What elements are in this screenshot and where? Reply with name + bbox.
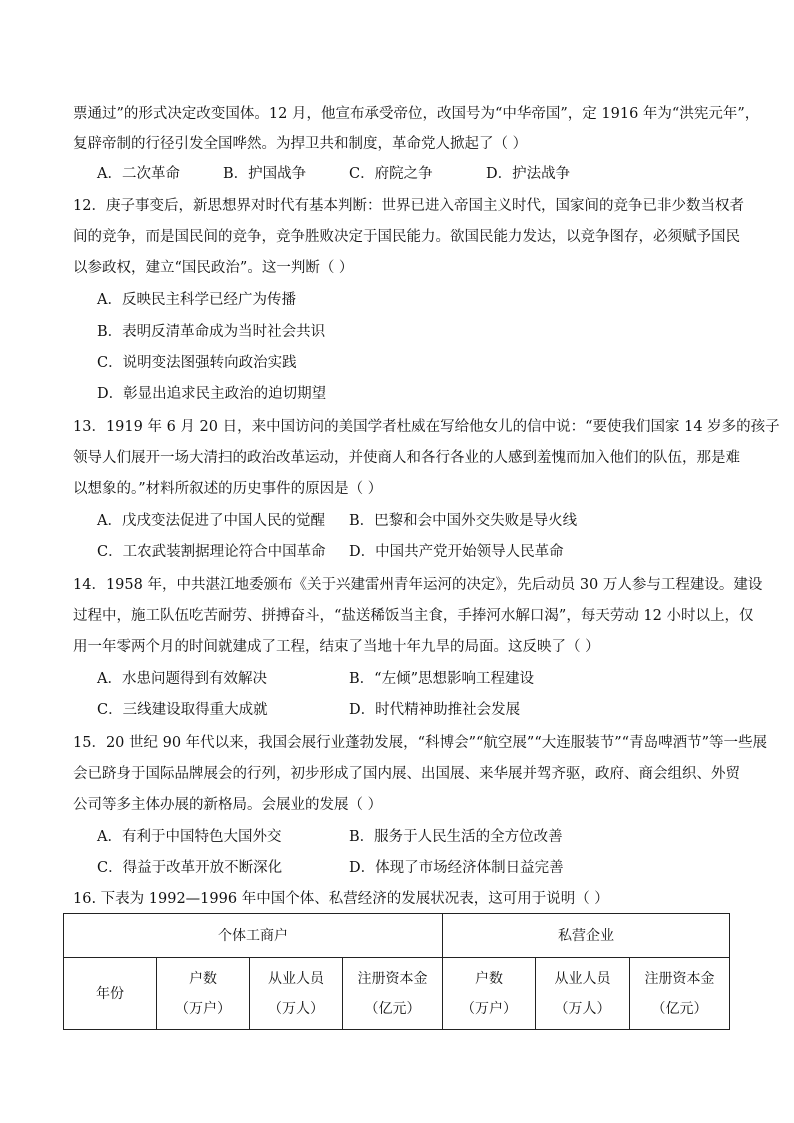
- q15-text-line-3: 公司等多主体办展的新格局。会展业的发展（ ）: [73, 797, 383, 813]
- col-unit: （万人）: [268, 1000, 324, 1017]
- col-name: 户数: [475, 970, 503, 987]
- col-unit: （万户）: [175, 1000, 231, 1017]
- economy-table: [63, 913, 730, 1030]
- q12-option-c: C．说明变法图强转向政治实践: [97, 355, 297, 371]
- q14-option-d: D．时代精神助推社会发展: [349, 702, 521, 718]
- q15-text-line-2: 会已跻身于国际品牌展会的行列，初步形成了国内展、出国展、来华展并驾齐驱，政府、商会组织、外贸: [73, 766, 740, 782]
- q15-option-d: D．体现了市场经济体制日益完善: [349, 860, 564, 876]
- table-col-header: [343, 958, 443, 1030]
- table-year-header: 年份: [64, 958, 157, 1030]
- col-unit: （万户）: [461, 1000, 517, 1017]
- q15-option-b: B．服务于人民生活的全方位改善: [349, 829, 563, 845]
- q13-option-a: A．戊戌变法促进了中国人民的觉醒: [97, 513, 325, 529]
- q13-option-b: B．巴黎和会中国外交失败是导火线: [349, 513, 578, 529]
- q13-text-line-2: 领导人们展开一场大清扫的政治改革运动，并使商人和各行各业的人感到羞愧而加入他们的队伍，那是难: [73, 450, 740, 466]
- col-name: 从业人员: [268, 970, 324, 987]
- q12-text-line-2: 间的竞争，而是国民间的竞争，竞争胜败决定于国民能力。欲国民能力发达，以竞争图存，必须赋予国民: [73, 229, 740, 245]
- q14-option-c: C．三线建设取得重大成就: [97, 702, 268, 718]
- col-name: 注册资本金: [357, 970, 428, 987]
- table-col-header: [443, 958, 536, 1030]
- q16-text-line-1: 16. 下表为 1992—1996 年中国个体、私营经济的发展状况表，这可用于说明（ ）: [73, 891, 609, 907]
- q12-option-b: B．表明反清革命成为当时社会共识: [97, 324, 326, 340]
- q13-text-line-3: 以想象的。”材料所叙述的历史事件的原因是（ ）: [73, 481, 383, 497]
- q13-text-line-1: 13．1919 年 6 月 20 日，来中国访问的美国学者杜威在写给他女儿的信中说：“要使我们国家 14 岁多的孩子: [73, 419, 780, 435]
- q15-option-a: A．有利于中国特色大国外交: [97, 829, 282, 845]
- q12-option-d: D．彰显出追求民主政治的迫切期望: [97, 386, 327, 402]
- q14-option-b: B．“左倾”思想影响工程建设: [349, 671, 534, 687]
- table-group-private: 私营企业: [443, 914, 730, 958]
- q14-text-line-2: 过程中，施工队伍吃苦耐劳、拼搏奋斗，“盐送稀饭当主食，手捧河水解口渴”，每天劳动 12 小时以上，仅: [73, 608, 754, 624]
- q13-option-d: D．中国共产党开始领导人民革命: [349, 544, 564, 560]
- q11-option-b: B．护国战争: [223, 166, 307, 182]
- q15-text-line-1: 15．20 世纪 90 年代以来，我国会展行业蓬勃发展，“科博会”“航空展”“大连服装节”“青岛啤酒节”等一些展: [73, 735, 767, 751]
- col-unit: （亿元）: [364, 1000, 421, 1017]
- q12-text-line-3: 以参政权，建立“国民政治”。这一判断（ ）: [73, 260, 354, 276]
- table-col-header: [250, 958, 343, 1030]
- q11-option-a: A．二次革命: [97, 166, 180, 182]
- q12-option-a: A．反映民主科学已经广为传播: [97, 292, 296, 308]
- q11-text-line-1: 票通过”的形式决定改变国体。12 月，他宣布承受帝位，改国号为“中华帝国”，定 1916 年为“洪宪元年”，: [73, 106, 760, 122]
- table-header-row-columns: [64, 958, 730, 1030]
- col-unit: （万人）: [554, 1000, 611, 1017]
- table-col-header: [157, 958, 250, 1030]
- q11-option-d: D．护法战争: [486, 166, 571, 182]
- q12-text-line-1: 12．庚子事变后，新思想界对时代有基本判断：世界已进入帝国主义时代，国家间的竞争已非少数当权者: [73, 198, 744, 214]
- col-name: 从业人员: [554, 970, 611, 987]
- table-group-individual: 个体工商户: [64, 914, 443, 958]
- q14-text-line-3: 用一年零两个月的时间就建成了工程，结束了当地十年九旱的局面。这反映了（ ）: [73, 639, 600, 655]
- table-header-row-groups: [64, 914, 730, 958]
- q13-option-c: C．工农武装割据理论符合中国革命: [97, 544, 326, 560]
- col-name: 注册资本金: [644, 970, 715, 987]
- col-name: 户数: [189, 970, 217, 987]
- table-col-header: [630, 958, 730, 1030]
- col-unit: （亿元）: [651, 1000, 708, 1017]
- q14-text-line-1: 14．1958 年，中共湛江地委颁布《关于兴建雷州青年运河的决定》，先后动员 30 万人参与工程建设。建设: [73, 577, 763, 593]
- q15-option-c: C．得益于改革开放不断深化: [97, 860, 283, 876]
- q11-text-line-2: 复辟帝制的行径引发全国哗然。为捍卫共和制度，革命党人掀起了（ ）: [73, 136, 528, 152]
- q11-option-c: C．府院之争: [349, 166, 433, 182]
- q14-option-a: A．水患问题得到有效解决: [97, 671, 267, 687]
- table-col-header: [536, 958, 630, 1030]
